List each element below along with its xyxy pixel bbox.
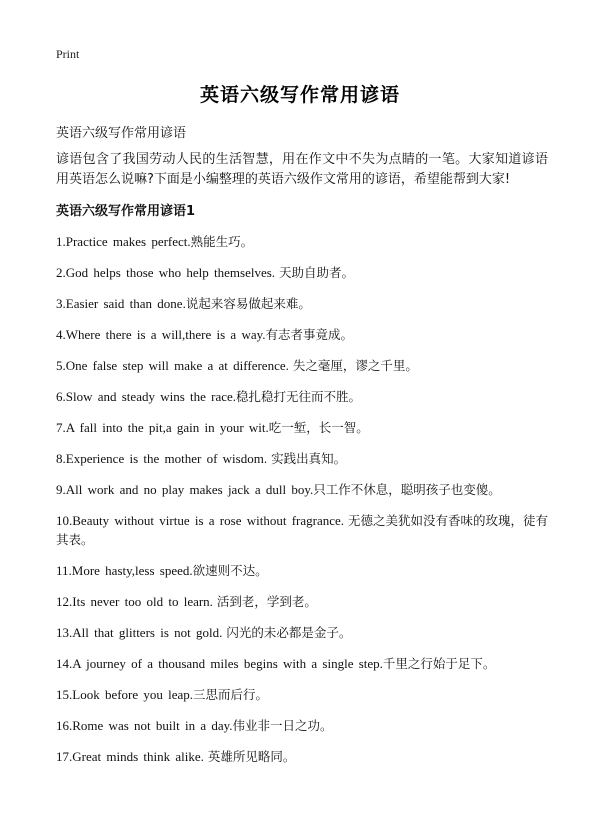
- print-label: Print: [56, 47, 80, 61]
- proverb-chinese: 英雄所见略同。: [203, 749, 296, 764]
- proverb-chinese: 说起来容易做起来难。: [185, 296, 311, 311]
- proverb-chinese: 吃一堑，长一智。: [268, 420, 369, 435]
- section-heading: 英语六级写作常用谚语1: [56, 204, 196, 219]
- proverb-english: 1.Practice makes perfect.: [56, 234, 191, 249]
- proverb-english: 12.Its never too old to learn.: [56, 594, 213, 609]
- proverb-chinese: 稳扎稳打无往而不胜。: [236, 389, 362, 404]
- proverb-english: 3.Easier said than done.: [56, 296, 186, 311]
- list-item: [56, 294, 548, 313]
- proverb-chinese: 失之毫厘，谬之千里。: [288, 358, 418, 373]
- proverb-english: 15.Look before you leap.: [56, 687, 194, 702]
- list-item: [56, 654, 548, 673]
- list-item: [56, 325, 548, 344]
- proverb-chinese: 只工作不休息，聪明孩子也变傻。: [313, 482, 501, 497]
- list-item: [56, 356, 548, 375]
- proverb-english: 11.More hasty,less speed.: [56, 563, 193, 578]
- subtitle: 英语六级写作常用谚语: [56, 126, 187, 141]
- list-item: [56, 747, 548, 766]
- page-title: 英语六级写作常用谚语: [199, 84, 400, 106]
- intro-paragraph: 谚语包含了我国劳动人民的生活智慧，用在作文中不失为点睛的一笔。大家知道谚语用英语怎么说嘛?下面是小编整理的英语六级作文常用的谚语，希望能帮到大家!: [56, 152, 548, 187]
- proverb-chinese: 无德之美犹如没有香味的玫瑰，徒有其表。: [56, 513, 548, 547]
- proverb-english: 13.All that glitters is not gold.: [56, 625, 223, 640]
- list-item: [56, 561, 548, 580]
- proverb-english: 16.Rome was not built in a day.: [56, 718, 233, 733]
- proverb-list: [56, 232, 548, 778]
- list-item: [56, 685, 548, 704]
- proverb-english: 8.Experience is the mother of wisdom.: [56, 451, 268, 466]
- proverb-chinese: 伟业非一日之功。: [232, 718, 333, 733]
- proverb-chinese: 千里之行始于足下。: [382, 656, 496, 671]
- proverb-english: 5.One false step will make a at difference.: [56, 358, 289, 373]
- list-item: [56, 716, 548, 735]
- list-item: [56, 263, 548, 282]
- proverb-chinese: 熟能生巧。: [190, 234, 254, 249]
- proverb-chinese: 有志者事竟成。: [265, 327, 354, 342]
- proverb-english: 7.A fall into the pit,a gain in your wit.: [56, 420, 269, 435]
- proverb-english: 17.Great minds think alike.: [56, 749, 204, 764]
- list-item: [56, 232, 548, 251]
- proverb-chinese: 实践出真知。: [267, 451, 347, 466]
- proverb-english: 4.Where there is a will,there is a way.: [56, 327, 266, 342]
- list-item: [56, 511, 548, 549]
- proverb-english: 14.A journey of a thousand miles begins with a single step.: [56, 656, 383, 671]
- proverb-english: 9.All work and no play makes jack a dull boy.: [56, 482, 314, 497]
- list-item: [56, 387, 548, 406]
- proverb-english: 2.God helps those who help themselves.: [56, 265, 276, 280]
- list-item: [56, 418, 548, 437]
- proverb-chinese: 闪光的未必都是金子。: [222, 625, 352, 640]
- proverb-chinese: 三思而后行。: [193, 687, 269, 702]
- list-item: [56, 449, 548, 468]
- list-item: [56, 480, 548, 499]
- proverb-chinese: 活到老，学到老。: [212, 594, 317, 609]
- proverb-english: 6.Slow and steady wins the race.: [56, 389, 237, 404]
- proverb-chinese: 天助自助者。: [275, 265, 355, 280]
- list-item: [56, 592, 548, 611]
- proverb-english: 10.Beauty without virtue is a rose without fragrance.: [56, 513, 345, 528]
- proverb-chinese: 欲速则不达。: [192, 563, 268, 578]
- list-item: [56, 623, 548, 642]
